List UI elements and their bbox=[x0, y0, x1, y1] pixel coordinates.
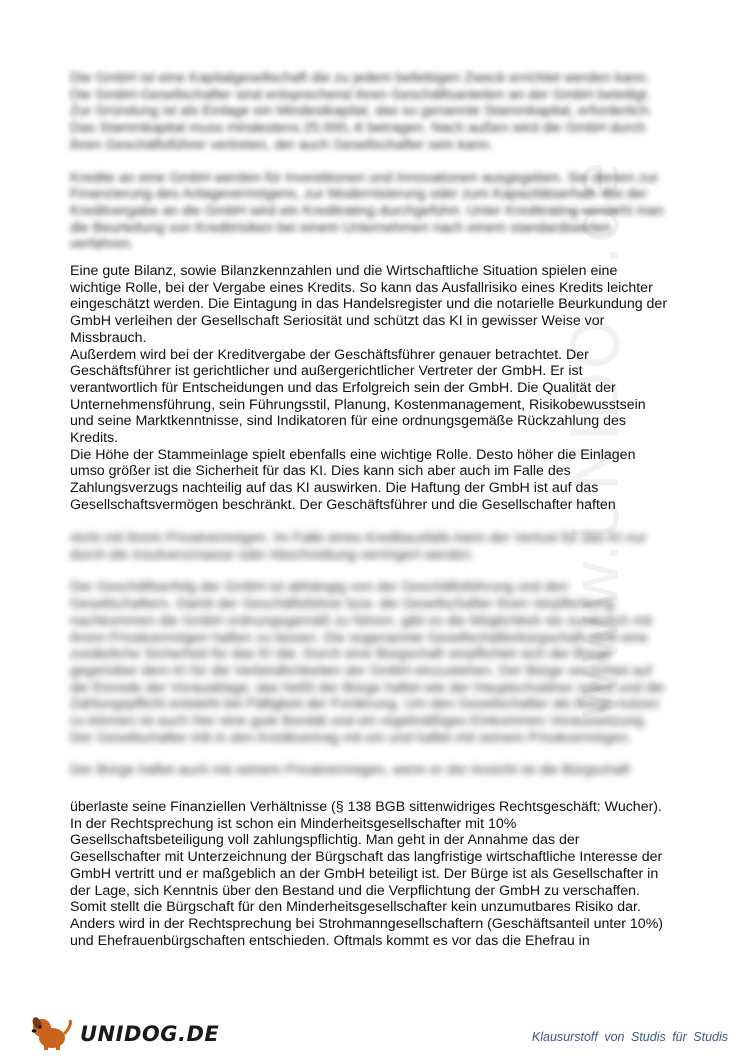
blurred-middle-section bbox=[70, 530, 670, 779]
paragraph: Außerdem wird bei der Kreditvergabe der Geschäftsführer genauer betrachtet. Der Geschäftsführer ist gerichtlicher und außergerichtlicher Vertreter der GmbH. Er ist verantwortlich für Entscheidungen und das Erfolgreich sein der GmbH. Die Qualität der Unternehmensführung, sein Führungsstil, Planung, Kostenmanagement, Risikobewusstsein und seine Marktkenntnisse, sind Indikatoren für eine ordnungsgemäße Rückzahlung des Kredits. bbox=[70, 346, 646, 447]
clear-middle-section bbox=[70, 263, 670, 514]
dog-logo-icon bbox=[28, 1012, 78, 1052]
blurred-top-section bbox=[70, 70, 670, 253]
paragraph: Anders wird in der Rechtsprechung bei Strohmanngesellschaftern (Geschäftsanteil unter 10%) und Ehefrauenbürgschaften entschieden. Oftmals kommt es vor das die Ehefrau in bbox=[70, 915, 664, 949]
paragraph: Eine gute Bilanz, sowie Bilanzkennzahlen und die Wirtschaftliche Situation spielen eine wichtige Rolle, bei der Vergabe eines Kredits. So kann das Ausfallrisiko eines Kredits leichter eingeschätzt werden. Die Eintagung in das Handelsregister und die notarielle Beurkundung der GmbH verleihen der Gesellschaft Seriosität und schützt das KI in gewisser Weise vor Missbrauch. bbox=[70, 263, 668, 346]
footer-tagline: Klausurstoff von Studis für Studis bbox=[531, 1030, 728, 1044]
logo-text: UNIDOG.DE bbox=[80, 1022, 220, 1046]
watermark: www.UNIDOG.de bbox=[560, 159, 634, 720]
paragraph: Die GmbH ist eine Kapitalgesellschaft die zu jedem beliebigen Zweck errichtet werden kann. Die GmbH-Gesellschafter sind entsprechend ihren Geschäftsanteilen an der GmbH beteiligt. Zur Gründung ist als Einlage ein Mindestkapital, das so genannte Stammkapital, erforderlich. Das Stammkapital muss mindestens 25.000,-€ betragen. Nach außen wird die GmbH durch ihren Geschäftsführer vertreten, der auch Gesellschafter sein kann. bbox=[70, 70, 653, 153]
paragraph: Die Höhe der Stammeinlage spielt ebenfalls eine wichtige Rolle. Desto höher die Einlagen umso größer ist die Sicherheit für das KI. Dies kann sich aber auch im Falle des Zahlungsverzugs nachteilig auf das KI auswirken. Die Haftung der GmbH ist auf das Gesellschaftsvermögen beschränkt. Der Geschäftsführer und die Gesellschafter haften bbox=[70, 446, 636, 513]
paragraph: Der Bürge haftet auch mit seinem Privatvermögen, wenn er der Ansicht ist die Bürgschaft bbox=[70, 762, 630, 779]
paragraph: überlaste seine Finanziellen Verhältnisse (§ 138 BGB sittenwidriges Rechtsgeschäft: Wucher). In der Rechtsprechung ist schon ein Minderheitsgesellschafter mit 10% Gesellschaftsbeteiligung voll zahlungspflichtig. Man geht in der Annahme das der Gesellschafter mit Unterzeichnung der Bürgschaft das langfristige wirtschaftliche Interesse der GmbH vertritt und er maßgeblich an der GmbH beteiligt ist. Der Bürge ist als Gesellschafter in der Lage, sich Kenntnis über den Bestand und die Verpflichtung der GmbH zu verschaffen. Somit stellt die Bürgschaft für den Minderheitsgesellschafter kein unzumutbares Risiko dar. bbox=[70, 799, 663, 916]
paragraph: Kredite an eine GmbH werden für Investitionen und Innovationen ausgegeben. Sie dienen zur Finanzierung des Anlagevermögens, zur Modernisierung oder zum Kapazitätserhalt. Bei der Kreditvergabe an die GmbH wird ein Kreditrating durchgeführt. Unter Kreditrating versteht man die Beurteilung von Kreditrisiken bei einem Unternehmen nach einem standardisierten verfahren. bbox=[70, 169, 664, 253]
footer-logo bbox=[28, 1012, 220, 1052]
clear-bottom-section bbox=[70, 799, 670, 949]
paragraph: Der Geschäftserfolg der GmbH ist abhängig von der Geschäftsführung und den Gesellschaftern. Damit der Geschäftsführer bzw. die Gesellschafter ihren Verpflichtung nachkommen die GmbH ordnungsgemäß zu führen, gibt es die Möglichkeit sie zusätzlich mit ihrem Privatvermögen haften zu lassen. Die sogenannte Gesellschafterbürgschaft stellt eine zusätzliche Sicherheit für das KI dar. Durch eine Bürgschaft verpflichtet sich der Bürge gegenüber dem KI für die Verbindlichkeiten der GmbH einzustehen. Der Bürge verzichtet auf die Einrede der Vorausklage, das heißt der Bürge haftet wie der Hauptschuldner selbst und die Zahlungspflicht entsteht bei Fälligkeit der Forderung. Um den Gesellschafter als Bürge nutzen zu können ist auch hier eine gute Bonität und ein regelmäßiges Einkommen Voraussetzung. Der Gesellschafter tritt in den Kreditvertrag mit ein und haftet mit seinem Privatvermögen. bbox=[70, 579, 665, 746]
paragraph: nicht mit ihrem Privatvermögen. Im Falle eines Kreditausfalls kann der Verlust für das KI nur durch die Insolvenzmasse oder Abschreibung verringert werden. bbox=[70, 530, 647, 563]
